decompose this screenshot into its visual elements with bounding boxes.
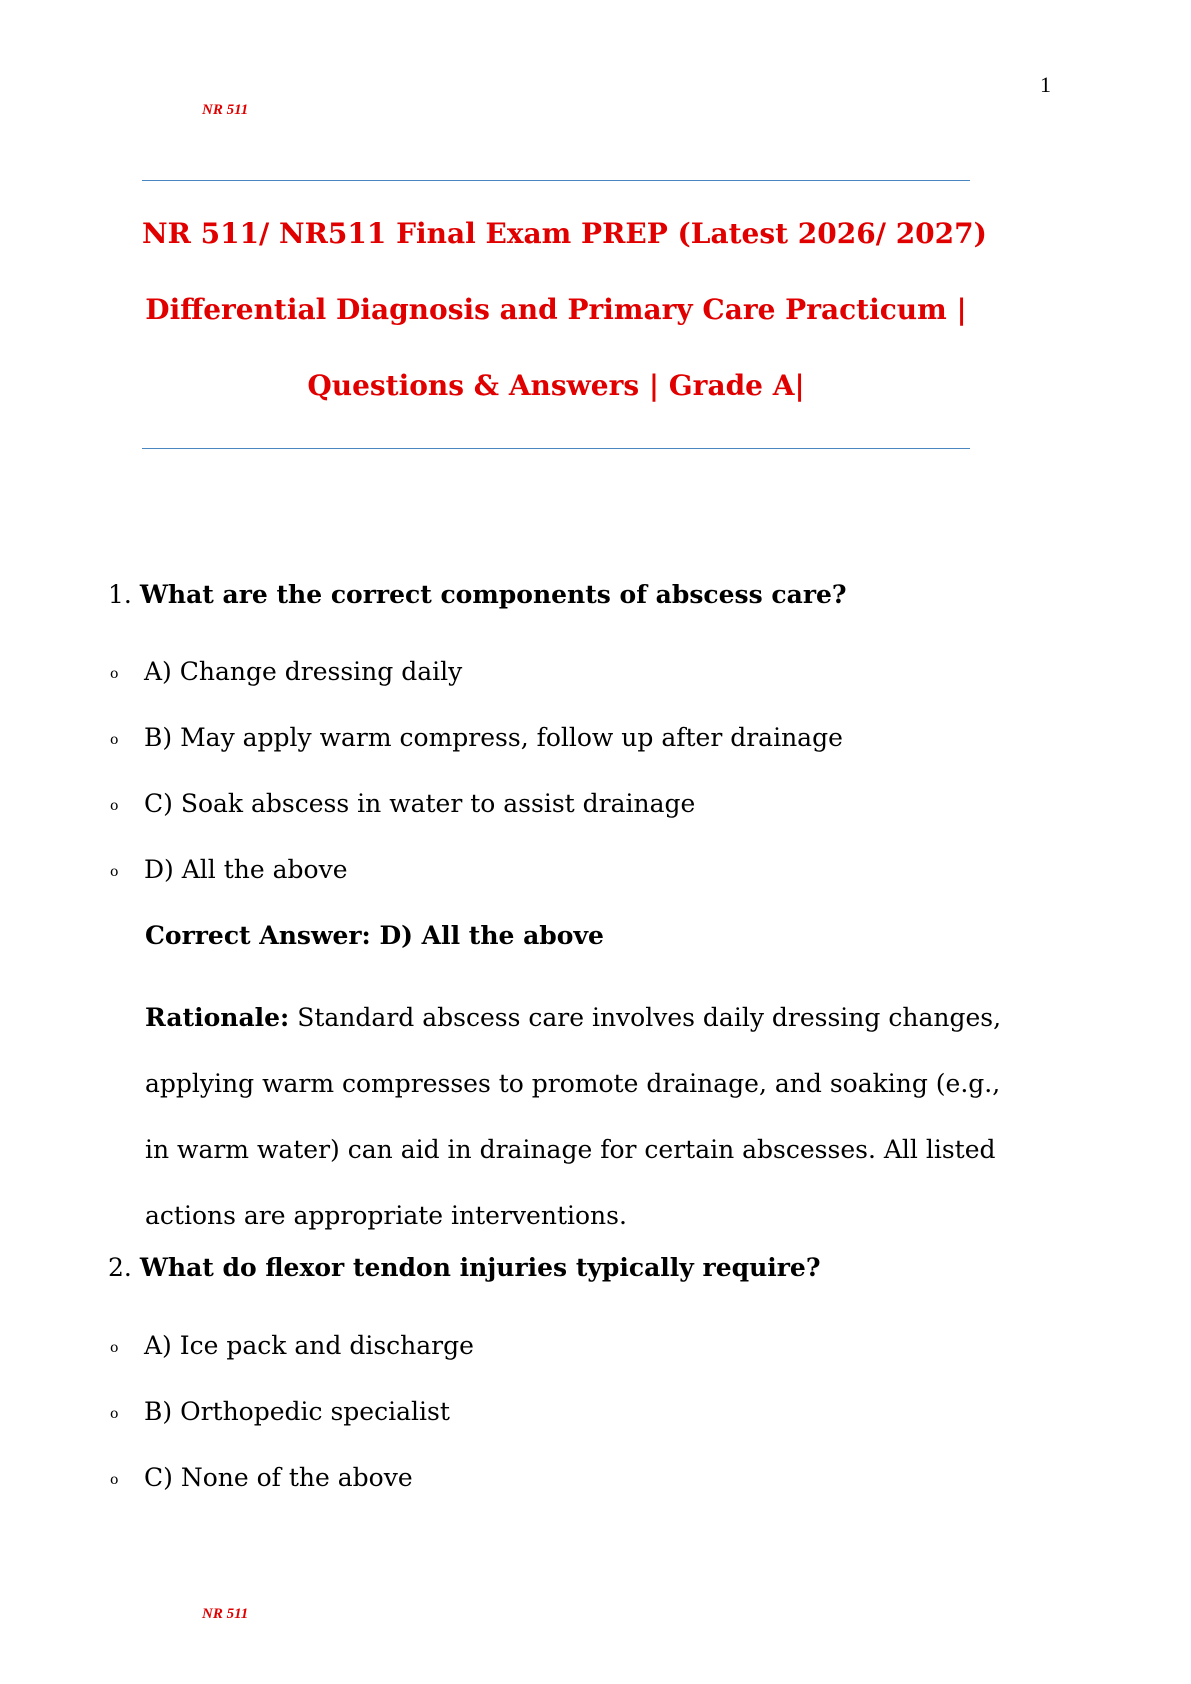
- question-1: [108, 580, 847, 609]
- option-text: A) Change dressing daily: [144, 657, 463, 686]
- option-text: C) None of the above: [144, 1463, 413, 1492]
- rationale-label: Rationale:: [145, 1003, 290, 1032]
- circle-bullet-icon: o: [110, 665, 119, 682]
- page-number: 1: [1040, 72, 1051, 97]
- header-label: NR 511: [202, 102, 249, 118]
- circle-bullet-icon: o: [110, 863, 119, 880]
- question-text: What do flexor tendon injuries typically require?: [139, 1253, 821, 1282]
- footer-label: NR 511: [202, 1606, 249, 1622]
- option-item: [110, 657, 462, 686]
- document-title: [142, 196, 987, 424]
- option-item: [110, 1463, 413, 1492]
- option-text: D) All the above: [144, 855, 348, 884]
- option-item: [110, 1397, 450, 1426]
- circle-bullet-icon: o: [110, 797, 119, 814]
- circle-bullet-icon: o: [110, 1405, 119, 1422]
- question-number: 2.: [108, 1253, 132, 1282]
- rationale: [145, 985, 1025, 1249]
- title-line: Questions & Answers | Grade A|: [307, 369, 805, 402]
- circle-bullet-icon: o: [110, 1339, 119, 1356]
- rationale-text: Standard abscess care involves daily dressing changes, applying warm compresses to promote drainage, and soaking (e.g., in warm water) can aid in drainage for certain abscesses. All listed actions are appropriate interventions.: [145, 1003, 1002, 1230]
- option-item: [110, 855, 348, 884]
- option-item: [110, 723, 843, 752]
- option-item: [110, 1331, 474, 1360]
- question-2: [108, 1253, 820, 1282]
- title-rule-top: [142, 180, 970, 181]
- correct-answer: Correct Answer: D) All the above: [145, 921, 604, 950]
- option-text: A) Ice pack and discharge: [144, 1331, 474, 1360]
- title-rule-bottom: [142, 448, 970, 449]
- option-text: B) Orthopedic specialist: [144, 1397, 450, 1426]
- question-text: What are the correct components of abscess care?: [139, 580, 847, 609]
- title-line: Differential Diagnosis and Primary Care Practicum |: [145, 293, 967, 326]
- circle-bullet-icon: o: [110, 1471, 119, 1488]
- title-line: NR 511/ NR511 Final Exam PREP (Latest 2026/ 2027): [142, 217, 987, 250]
- question-number: 1.: [108, 580, 132, 609]
- option-item: [110, 789, 695, 818]
- option-text: B) May apply warm compress, follow up after drainage: [144, 723, 843, 752]
- circle-bullet-icon: o: [110, 731, 119, 748]
- option-text: C) Soak abscess in water to assist drainage: [144, 789, 696, 818]
